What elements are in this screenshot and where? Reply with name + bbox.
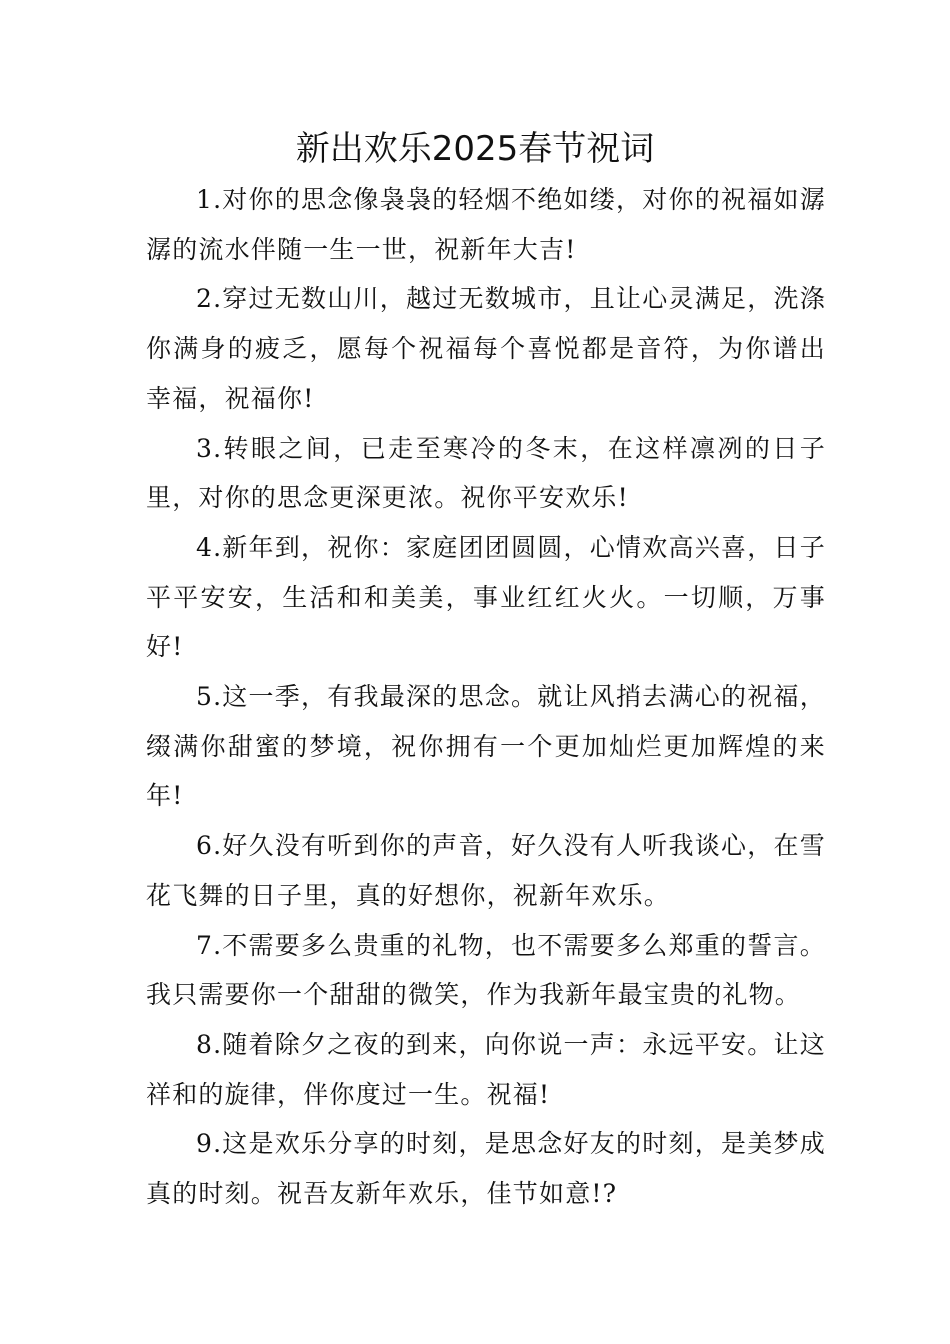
- document-title: 新出欢乐2025春节祝词: [295, 129, 655, 169]
- paragraph-6: 6.好久没有听到你的声音，好久没有人听我谈心，在雪花飞舞的日子里，真的好想你，祝新年欢乐。: [146, 831, 826, 910]
- paragraph-1: 1.对你的思念像袅袅的轻烟不绝如缕，对你的祝福如潺潺的流水伴随一生一世，祝新年大吉!: [146, 185, 826, 264]
- paragraph-8: 8.随着除夕之夜的到来，向你说一声：永远平安。让这祥和的旋律，伴你度过一生。祝福!: [146, 1029, 826, 1109]
- paragraph-2: 2.穿过无数山川，越过无数城市，且让心灵满足，洗涤你满身的疲乏，愿每个祝福每个喜悦都是音符，为你谱出幸福，祝福你!: [146, 284, 826, 413]
- paragraph-5: 5.这一季，有我最深的思念。就让风捎去满心的祝福，缀满你甜蜜的梦境，祝你拥有一个更加灿烂更加辉煌的来年!: [146, 682, 826, 811]
- document-body: [146, 175, 826, 1219]
- paragraph-9: 9.这是欢乐分享的时刻，是思念好友的时刻，是美梦成真的时刻。祝吾友新年欢乐，佳节如意!?: [146, 1129, 826, 1209]
- paragraph-4: 4.新年到，祝你：家庭团团圆圆，心情欢高兴喜，日子平平安安，生活和和美美，事业红红火火。一切顺，万事好!: [146, 532, 826, 662]
- paragraph-7: 7.不需要多么贵重的礼物，也不需要多么郑重的誓言。我只需要你一个甜甜的微笑，作为我新年最宝贵的礼物。: [146, 930, 826, 1010]
- paragraph-3: 3.转眼之间，已走至寒冷的冬末，在这样凛冽的日子里，对你的思念更深更浓。祝你平安欢乐!: [146, 433, 826, 513]
